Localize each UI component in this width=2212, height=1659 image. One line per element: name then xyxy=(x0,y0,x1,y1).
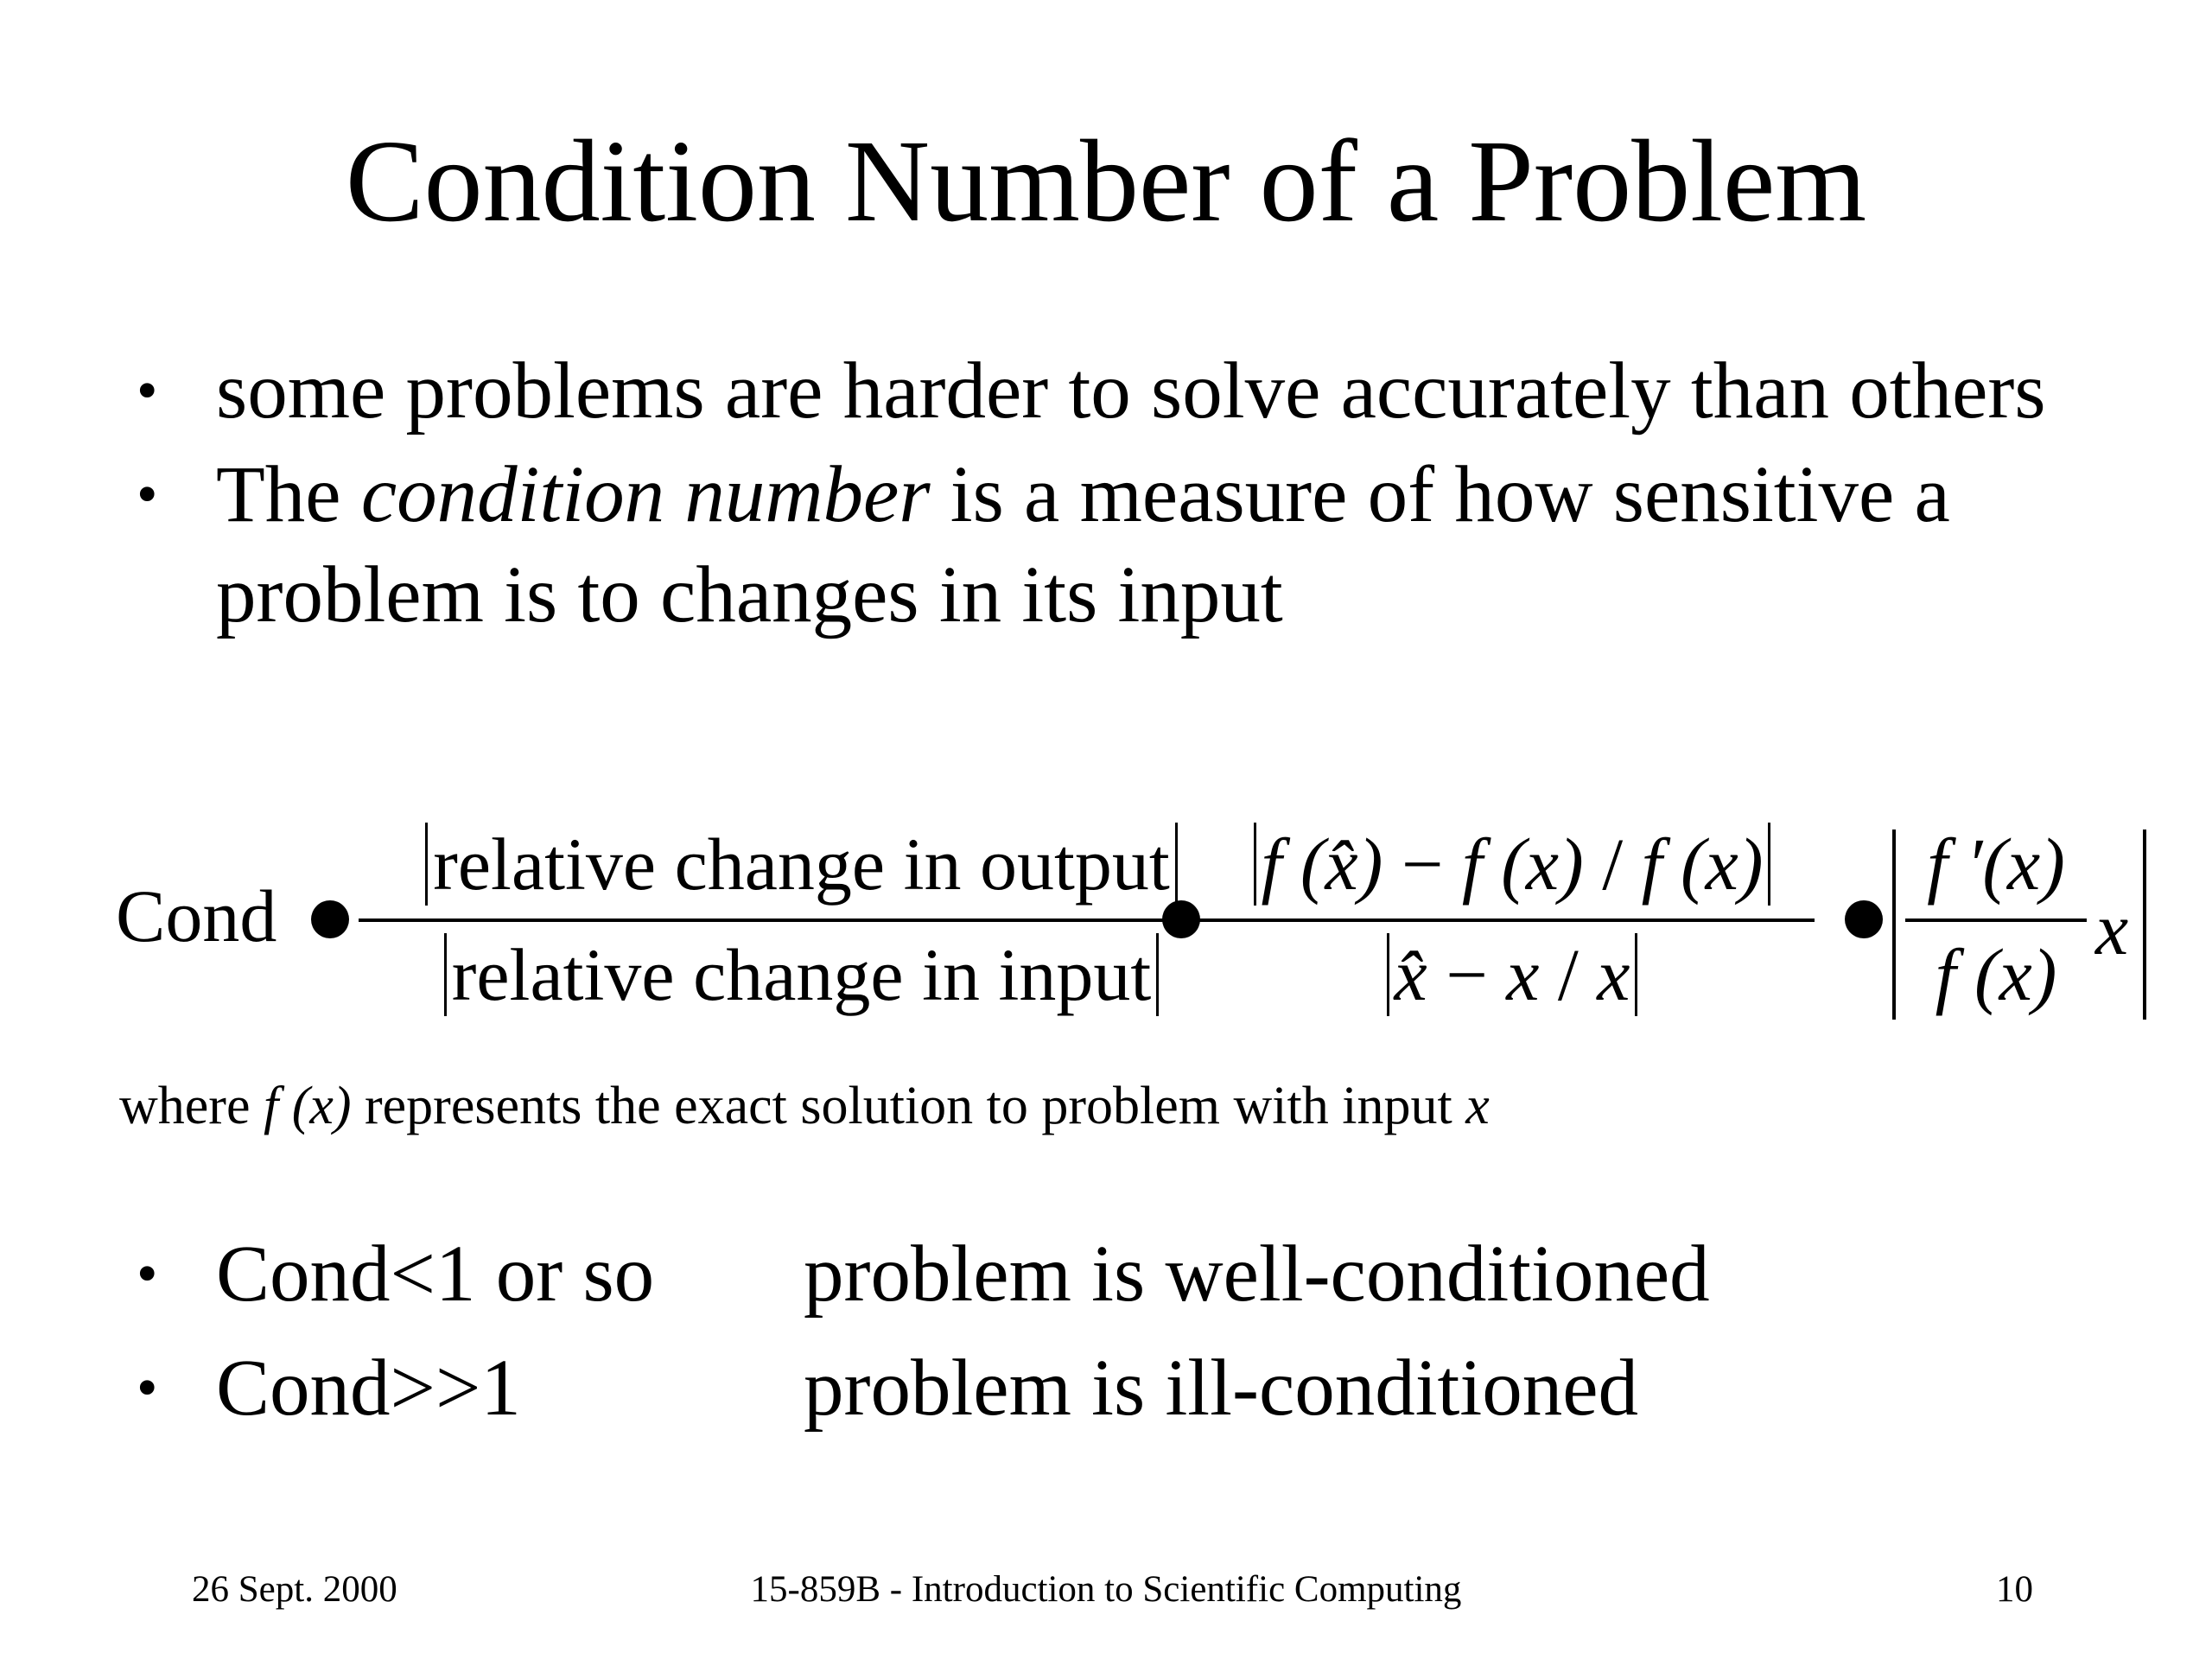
condition-meaning: problem is ill-conditioned xyxy=(804,1344,1639,1433)
frac3-denominator: f (x) xyxy=(1935,933,2057,1016)
frac1-numerator: relative change in output xyxy=(425,823,1178,906)
bullet-text: some problems are harder to solve accurately than others xyxy=(216,346,2046,435)
equals-symbol xyxy=(1845,900,1883,938)
condition-label: Cond>>1 xyxy=(216,1344,521,1433)
frac2-num-term-c: f (x) xyxy=(1641,823,1764,906)
frac2-num-term-a: f (x̂) xyxy=(1261,823,1383,906)
bullet-item xyxy=(130,445,2117,645)
footer-date: 26 Sept. 2000 xyxy=(192,1569,397,1610)
where-note: where f (x) represents the exact solution to problem with input x xyxy=(119,1077,1490,1135)
footer-page-number: 10 xyxy=(1996,1569,2033,1610)
fraction-bar xyxy=(1210,918,1815,922)
bullet-item xyxy=(130,341,2117,442)
fraction-difference: f (x̂) − f (x) / f (x) x̂ − x / x xyxy=(1210,804,1815,1037)
fraction-bar xyxy=(1905,918,2087,922)
bullet-icon: • xyxy=(137,358,158,424)
cond-label: Cond xyxy=(116,874,277,957)
frac1-denominator: relative change in input xyxy=(444,933,1160,1016)
abs-bar-right xyxy=(2143,830,2146,1020)
frac2-num-term-b: f (x) xyxy=(1461,823,1584,906)
abs-bar-left xyxy=(1892,830,1896,1020)
frac3-numerator: f ′(x) xyxy=(1927,823,2065,906)
bullet-icon: • xyxy=(137,461,158,528)
frac3-multiplier: x xyxy=(2095,887,2129,970)
condition-label: Cond<1 or so xyxy=(216,1230,655,1319)
frac2-den-term-a: x̂ xyxy=(1394,933,1427,1016)
where-fx: f (x) xyxy=(263,1077,352,1135)
bullet-text-pre: The xyxy=(216,450,361,539)
equals-symbol xyxy=(311,900,349,938)
bullet-icon: • xyxy=(137,1241,158,1307)
fraction-relative-change xyxy=(359,804,1244,1037)
fraction-bar xyxy=(359,918,1244,922)
intro-bullets xyxy=(130,341,2117,649)
bullet-text-post: is a measure of how sensitive a problem is to changes in its input xyxy=(216,450,1950,639)
slide-title: Condition Number of a Problem xyxy=(345,117,1867,246)
where-x: x xyxy=(1465,1077,1490,1135)
frac2-den-term-c: x xyxy=(1597,933,1630,1016)
equals-symbol xyxy=(1162,900,1200,938)
footer-course: 15-859B - Introduction to Scientific Computing xyxy=(750,1569,1462,1610)
fraction-derivative xyxy=(1905,804,2087,1037)
condition-meaning: problem is well-conditioned xyxy=(804,1230,1710,1319)
bullet-icon: • xyxy=(137,1355,158,1421)
condition-formula xyxy=(112,804,2186,1037)
bullet-text-emphasis: condition number xyxy=(360,450,931,539)
frac2-den-term-b: x xyxy=(1506,933,1540,1016)
